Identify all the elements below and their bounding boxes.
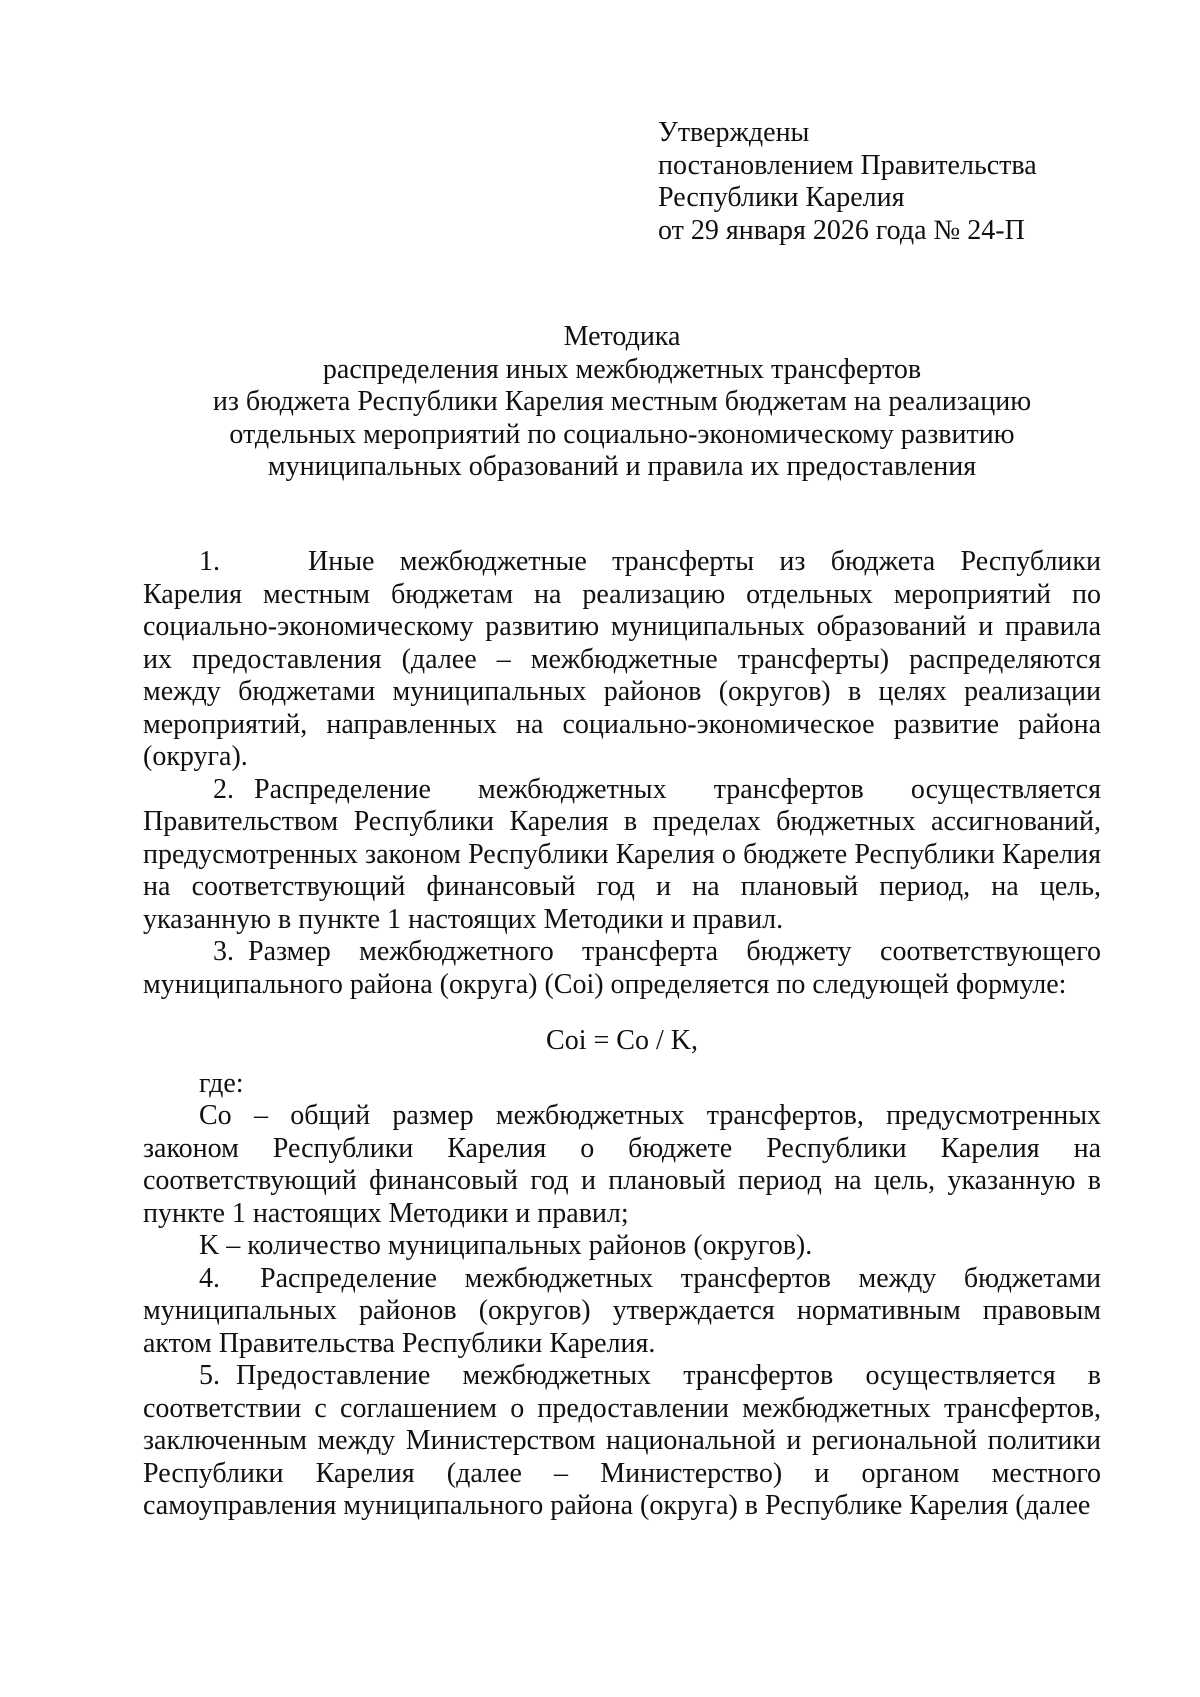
approval-line-resolution: постановлением Правительства: [658, 149, 1037, 181]
paragraph-3: [143, 936, 1101, 1001]
title-subline-3: отдельных мероприятий по социально-экономическому развитию: [229, 418, 1015, 450]
paragraph-2: [143, 774, 1101, 937]
paragraph-1: [143, 546, 1101, 774]
paragraph-5-text: Предоставление межбюджетных трансфертов осуществляется в соответствии с соглашением о предоставлении межбюджетных трансфертов, заключенным между Министерством национальной и региональной политики Республики Карелия (далее – Министерство) и органом местного самоуправления муниципального района (округа) в Республике Карелия (далее: [143, 1360, 1101, 1521]
definition-co: Co – общий размер межбюджетных трансфертов, предусмотренных законом Республики Карелия о бюджете Республики Карелия на соответствующий финансовый год и плановый период на цель, указанную в пункте 1 настоящих Методики и правил;: [143, 1100, 1101, 1229]
paragraph-4-text: Распределение межбюджетных трансфертов между бюджетами муниципальных районов (округов) утверждается нормативным правовым актом Правительства Республики Карелия.: [143, 1262, 1101, 1359]
paragraph-3-text: Размер межбюджетного трансферта бюджету соответствующего муниципального района (округа) (Coi) определяется по следующей формуле:: [143, 936, 1101, 1000]
formula-where-label: где:: [199, 1067, 244, 1099]
approval-line-date-number: от 29 января 2026 года № 24-П: [658, 214, 1025, 246]
paragraph-5: [143, 1360, 1101, 1523]
document-body: [143, 546, 1101, 1523]
paragraph-2-text: Распределение межбюджетных трансфертов осуществляется Правительством Республики Карелия в пределах бюджетных ассигнований, предусмотренных законом Республики Карелия о бюджете Республики Карелия на соответствующий финансовый год и на плановый период, на цель, указанную в пункте 1 настоящих Методики и правил.: [143, 773, 1101, 935]
paragraph-1-text: Иные межбюджетные трансферты из бюджета Республики Карелия местным бюджетам на реализацию отдельных мероприятий по социально-экономическому развитию муниципальных образований и правила их предоставления (далее – межбюджетные трансферты) распределяются между бюджетами муниципальных районов (округов) в целях реализации мероприятий, направленных на социально-экономическое развитие района (округа).: [143, 546, 1101, 772]
approval-line-approved: Утверждены: [658, 117, 810, 148]
paragraph-1-number: 1.: [199, 546, 220, 577]
title-subline-2: из бюджета Республики Карелия местным бюджетам на реализацию: [212, 386, 1032, 417]
title-subline-1: распределения иных межбюджетных трансфертов: [322, 353, 922, 385]
definition-k: K – количество муниципальных районов (округов).: [199, 1230, 813, 1261]
paragraph-5-number: 5.: [199, 1360, 220, 1391]
paragraph-4: [143, 1263, 1101, 1361]
document-title-block: [140, 321, 1104, 484]
document-title: Методика: [563, 321, 681, 352]
paragraph-4-number: 4.: [199, 1262, 220, 1294]
formula: Coi = Co / K,: [546, 1025, 698, 1056]
approval-line-republic: Республики Карелия: [658, 182, 905, 213]
paragraph-3-number: 3.: [213, 936, 234, 967]
title-subline-4: муниципальных образований и правила их предоставления: [267, 451, 977, 482]
approval-stamp-block: [658, 117, 1098, 247]
paragraph-2-number: 2.: [213, 773, 234, 805]
